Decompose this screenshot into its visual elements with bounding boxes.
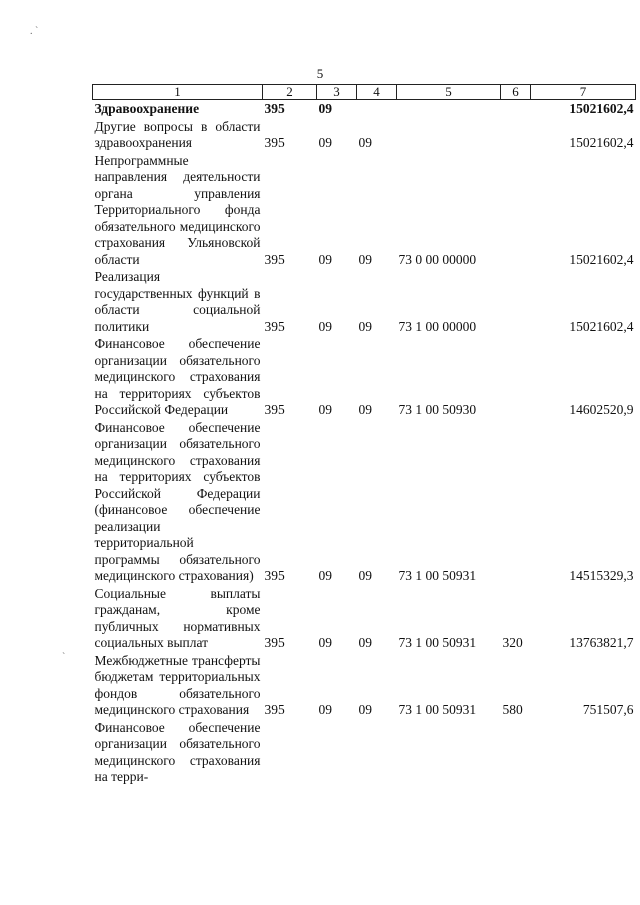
table-cell-section: 09	[318, 318, 332, 334]
table-cell-section: 09	[318, 135, 332, 150]
table-cell-target-article: 73 0 00 00000	[398, 251, 477, 267]
table-cell-subsection: 09	[358, 318, 372, 334]
table-cell-name: Финансовое обеспечение организации обязательного медицинского страхования на территориях субъектов Российской Федерации	[94, 336, 261, 417]
table-cell-expense-type	[501, 335, 531, 419]
table-cell-section: 09	[318, 635, 332, 650]
column-header: 7	[531, 85, 636, 100]
table-cell-target-article	[397, 100, 501, 118]
table-cell-amount: 15021602,4	[569, 135, 634, 150]
table-cell-target-article: 73 1 00 00000	[398, 318, 477, 334]
table-cell-expense-type	[501, 118, 531, 152]
table-cell-subsection: 09	[358, 135, 372, 150]
table-header-row	[93, 85, 636, 100]
table-cell-ministry	[263, 719, 317, 786]
table-cell-target-article: 73 1 00 50931	[398, 568, 477, 583]
table-cell-target-article	[397, 118, 501, 152]
table-cell-amount: 15021602,4	[569, 318, 634, 334]
table-cell-amount: 15021602,4	[569, 101, 634, 116]
column-header: 2	[263, 85, 317, 100]
table-cell-ministry: 395	[264, 251, 285, 267]
table-row	[93, 652, 636, 719]
table-cell-name: Другие вопросы в области здравоохранения	[94, 118, 261, 150]
table-cell-name: Социальные выплаты гражданам, кроме публичных нормативных социальных выплат	[94, 585, 261, 650]
table-cell-ministry: 395	[264, 702, 285, 717]
table-cell-expense-type	[501, 152, 531, 269]
table-row	[93, 419, 636, 585]
table-cell-name: Здравоохранение	[94, 101, 200, 116]
table-cell-ministry: 395	[264, 635, 285, 650]
table-row	[93, 719, 636, 786]
column-header: 4	[357, 85, 397, 100]
column-header: 3	[317, 85, 357, 100]
table-cell-amount: 14515329,3	[569, 568, 634, 583]
column-header: 5	[397, 85, 501, 100]
table-cell-section: 09	[318, 702, 332, 717]
table-row	[93, 268, 636, 335]
scan-speck-left-margin: `	[62, 652, 66, 663]
table-cell-section: 09	[318, 568, 332, 583]
scan-speck-top-left: . `	[30, 26, 39, 37]
table-row	[93, 335, 636, 419]
table-cell-subsection: 09	[358, 402, 372, 417]
table-cell-subsection: 09	[358, 635, 372, 650]
table-cell-section: 09	[318, 101, 332, 116]
table-cell-section	[317, 719, 357, 786]
column-header: 1	[93, 85, 263, 100]
column-header: 6	[501, 85, 531, 100]
table-row	[93, 152, 636, 269]
table-cell-target-article: 73 1 00 50931	[398, 635, 477, 650]
table-cell-name: Реализация государственных функций в области социальной политики	[94, 269, 261, 334]
table-row	[93, 585, 636, 652]
table-cell-expense-type	[501, 719, 531, 786]
table-cell-amount	[531, 719, 636, 786]
table-cell-subsection	[357, 100, 397, 118]
table-cell-subsection: 09	[358, 568, 372, 583]
table-cell-expense-type	[501, 100, 531, 118]
table-cell-subsection	[357, 719, 397, 786]
table-cell-expense-type: 580	[502, 702, 523, 717]
table-cell-amount: 14602520,9	[569, 402, 634, 417]
table-cell-section: 09	[318, 251, 332, 267]
table-cell-ministry: 395	[264, 568, 285, 583]
table-row	[93, 118, 636, 152]
table-cell-expense-type	[501, 419, 531, 585]
table-cell-section: 09	[318, 402, 332, 417]
table-cell-name: Финансовое обеспечение организации обязательного медицинского страхования на территориях субъектов Российской Федерации (финансовое обеспечение реализации территориальной программы обязательного медицинского страхования)	[94, 419, 261, 583]
table-cell-subsection: 09	[358, 251, 372, 267]
table-cell-ministry: 395	[264, 101, 285, 116]
table-row	[93, 100, 636, 118]
table-cell-target-article	[397, 719, 501, 786]
table-cell-subsection: 09	[358, 702, 372, 717]
table-cell-target-article: 73 1 00 50930	[398, 402, 477, 417]
budget-table	[92, 84, 636, 786]
page-number: 5	[316, 66, 324, 81]
table-cell-ministry: 395	[264, 402, 285, 417]
table-cell-expense-type: 320	[502, 635, 523, 650]
table-cell-amount: 15021602,4	[569, 251, 634, 267]
table-cell-ministry: 395	[264, 318, 285, 334]
table-cell-name: Непрограммные направления деятельности органа управления Территориального фонда обязательного медицинского страхования Ульяновской области	[94, 152, 261, 267]
table-cell-expense-type	[501, 268, 531, 335]
table-cell-name: Межбюджетные трансферты бюджетам территориальных фондов обязательного медицинского страхования	[94, 652, 261, 717]
table-cell-target-article: 73 1 00 50931	[398, 702, 477, 717]
table-cell-name: Финансовое обеспечение организации обязательного медицинского страхования на терри-	[94, 719, 261, 784]
table-cell-amount: 751507,6	[582, 702, 634, 717]
table-cell-ministry: 395	[264, 135, 285, 150]
table-cell-amount: 13763821,7	[569, 635, 634, 650]
